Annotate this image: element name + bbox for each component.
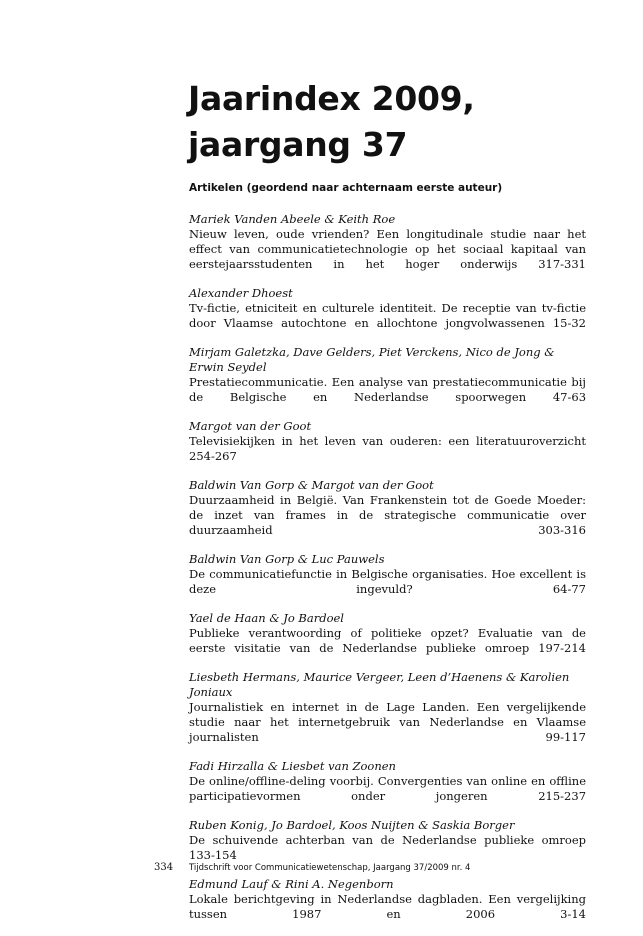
article-pages: 317-331: [538, 257, 586, 271]
article-body: [189, 567, 586, 597]
page-title-line-1: Jaarindex 2009,: [188, 79, 475, 118]
article-pages: 47-63: [552, 390, 587, 404]
article-body: [189, 493, 586, 538]
article-entry: [189, 419, 586, 464]
article-body: [189, 774, 586, 804]
article-body: [189, 626, 586, 656]
article-pages: 133-154: [189, 848, 237, 862]
page-number: 334: [154, 862, 174, 873]
article-entry: [189, 552, 586, 597]
article-pages: 15-32: [552, 316, 586, 330]
article-title: Prestatiecommunicatie. Een analyse van prestatiecommunicatie bij de Belgische en Nederlandse spoorwegen: [189, 375, 586, 404]
article-entry: [189, 759, 586, 804]
article-authors: Liesbeth Hermans, Maurice Vergeer, Leen d’Haenens & Karolien Joniaux: [189, 670, 570, 699]
page-title-line-2: jaargang 37: [188, 125, 408, 164]
article-authors: Ruben Konig, Jo Bardoel, Koos Nuijten & Saskia Borger: [189, 818, 515, 832]
article-title: Nieuw leven, oude vrienden? Een longitudinale studie naar het effect van communicatietechnologie op het sociaal kapitaal van eerstejaarsstudenten in het hoger onderwijs: [189, 227, 586, 271]
article-body: [189, 833, 586, 863]
article-authors: Mariek Vanden Abeele & Keith Roe: [189, 212, 396, 226]
article-pages: 254-267: [189, 449, 237, 463]
article-title: De online/offline-deling voorbij. Convergenties van online en offline participatievormen onder jongeren: [189, 774, 586, 803]
article-body: [189, 892, 586, 922]
article-body: [189, 434, 586, 464]
article-body: [189, 227, 586, 272]
article-pages: 215-237: [538, 789, 587, 803]
article-body: [189, 375, 586, 405]
article-title: Lokale berichtgeving in Nederlandse dagbladen. Een vergelijking tussen 1987 en 2006: [189, 892, 586, 921]
article-authors: Baldwin Van Gorp & Margot van der Goot: [189, 478, 434, 492]
article-body: [189, 301, 586, 331]
article-entry: [189, 345, 586, 405]
article-pages: 3-14: [560, 907, 586, 921]
article-entry: [189, 212, 586, 272]
article-pages: 303-316: [538, 523, 586, 537]
article-body: [189, 700, 586, 745]
section-subheading: Artikelen (geordend naar achternaam eerste auteur): [189, 182, 503, 194]
article-entry: [189, 611, 586, 656]
article-authors: Margot van der Goot: [189, 419, 312, 433]
article-title: De schuivende achterban van de Nederlandse publieke omroep: [189, 833, 586, 847]
article-pages: 99-117: [545, 730, 586, 744]
article-entry: [189, 818, 586, 863]
article-authors: Alexander Dhoest: [189, 286, 293, 300]
article-entry: [189, 286, 586, 331]
article-authors: Edmund Lauf & Rini A. Negenborn: [189, 877, 394, 891]
article-title: De communicatiefunctie in Belgische organisaties. Hoe excellent is deze ingevuld?: [189, 567, 586, 596]
article-title: Televisiekijken in het leven van ouderen: een literatuuroverzicht: [189, 434, 586, 448]
article-pages: 64-77: [552, 582, 586, 596]
article-title: Journalistiek en internet in de Lage Landen. Een vergelijkende studie naar het internetgebruik van Nederlandse en Vlaamse journalisten: [189, 700, 586, 744]
page-title: [188, 76, 608, 168]
article-entry: [189, 670, 586, 745]
article-list: [189, 212, 586, 936]
journal-footer: Tijdschrift voor Communicatiewetenschap, Jaargang 37/2009 nr. 4: [189, 863, 471, 873]
article-title: Publieke verantwoording of politieke opzet? Evaluatie van de eerste visitatie van de Nederlandse publieke omroep: [189, 626, 586, 655]
article-title: Duurzaamheid in België. Van Frankenstein tot de Goede Moeder: de inzet van frames in de strategische communicatie over duurzaamheid: [189, 493, 586, 537]
article-authors: Yael de Haan & Jo Bardoel: [189, 611, 344, 625]
article-pages: 197-214: [538, 641, 586, 655]
article-authors: Baldwin Van Gorp & Luc Pauwels: [189, 552, 385, 566]
article-authors: Mirjam Galetzka, Dave Gelders, Piet Verckens, Nico de Jong & Erwin Seydel: [189, 345, 555, 374]
article-entry: [189, 478, 586, 538]
article-title: Tv-fictie, etniciteit en culturele identiteit. De receptie van tv-fictie door Vlaamse autochtone en allochtone jongvolwassenen: [189, 301, 586, 330]
article-entry: [189, 877, 586, 922]
article-authors: Fadi Hirzalla & Liesbet van Zoonen: [189, 759, 396, 773]
